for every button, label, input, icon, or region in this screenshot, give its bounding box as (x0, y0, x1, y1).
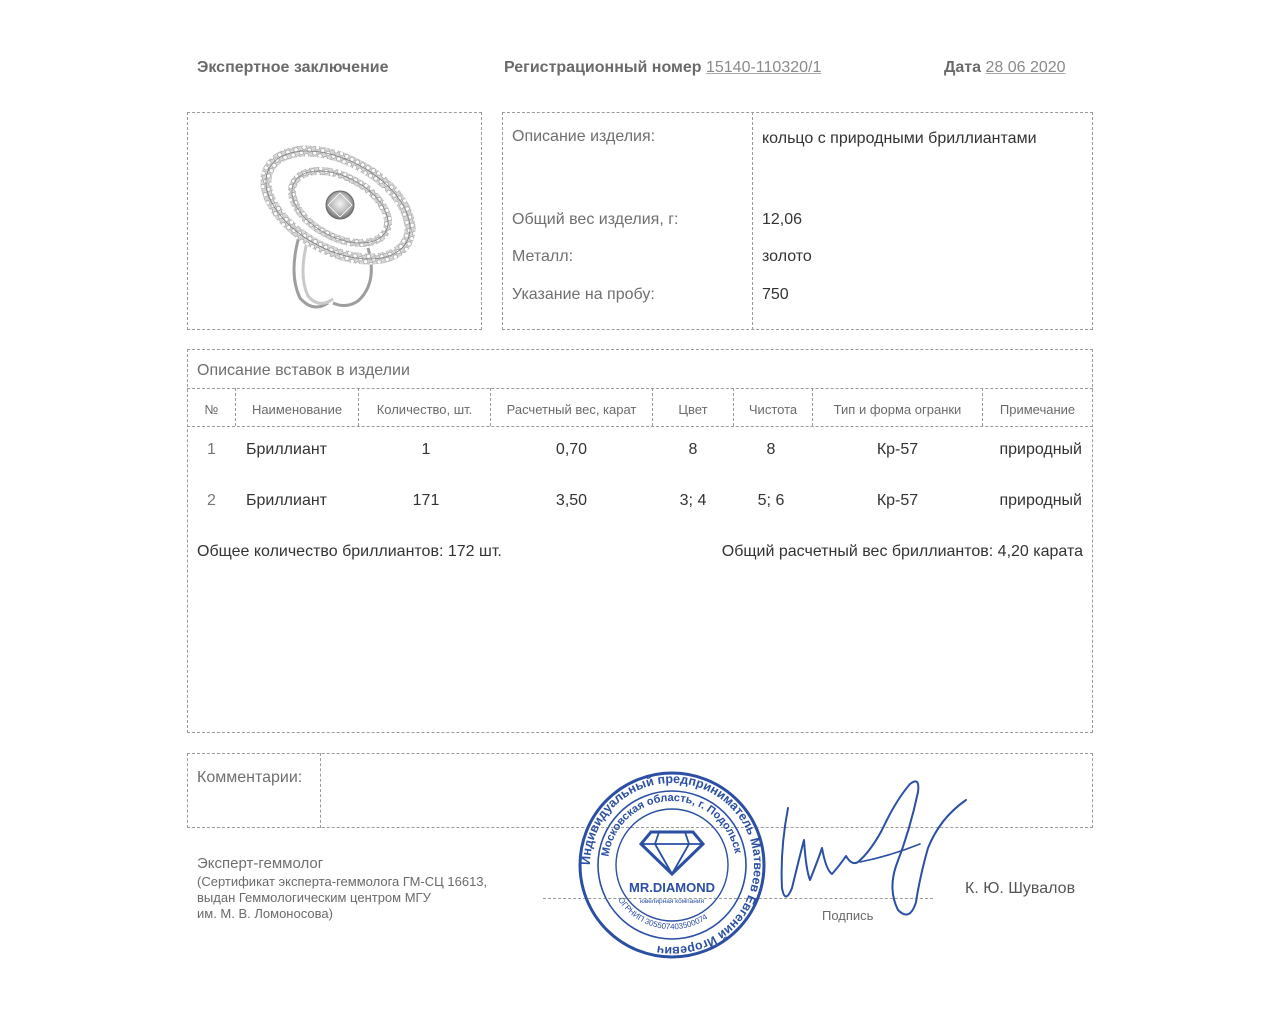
ring-image (188, 113, 481, 329)
cell-name: Бриллиант (246, 441, 328, 458)
cell-quantity: 171 (412, 492, 440, 509)
handwritten-signature (770, 770, 980, 925)
cell-quantity: 1 (421, 441, 431, 458)
expert-details (197, 874, 487, 922)
cell-cut: Кр-57 (876, 492, 919, 509)
expert-detail-line: им. М. В. Ломоносова) (197, 906, 333, 921)
cell-note: природный (999, 441, 1082, 458)
cell-color: 8 (688, 441, 698, 458)
inserts-header-divider (187, 426, 1093, 427)
stamp-inner-text: Московская область, г. Подольск (599, 791, 744, 858)
stamp-outer-text: Индивидуальный предприниматель Матвеев Евгений Игоревич (578, 771, 766, 959)
item-divider (752, 112, 753, 330)
expert-detail-line: (Сертификат эксперта-геммолога ГМ-СЦ 16613, (197, 874, 488, 889)
column-header-quantity: Количество, шт. (376, 402, 473, 417)
stamp-brand: MR.DIAMOND (629, 880, 715, 895)
item-description-value: кольцо с природными бриллиантами (762, 130, 1037, 147)
company-stamp (577, 770, 767, 960)
column-header-cut: Тип и форма огранки (833, 402, 962, 417)
cell-clarity: 8 (766, 441, 776, 458)
signature-label: Подпись (822, 908, 874, 923)
expert-detail-line: выдан Геммологическим центром МГУ (197, 890, 431, 905)
item-weight-label: Общий вес изделия, г: (512, 211, 679, 228)
item-description-label: Описание изделия: (512, 128, 656, 145)
diamond-icon (641, 832, 703, 874)
date-value: 28 06 2020 (985, 59, 1066, 76)
item-hallmark-value: 750 (762, 286, 789, 303)
cell-clarity: 5; 6 (757, 492, 785, 509)
document-date (944, 59, 1066, 77)
column-header-color: Цвет (678, 402, 708, 417)
cell-number: 1 (207, 441, 216, 458)
product-photo-frame (187, 112, 482, 330)
column-header-name: Наименование (251, 402, 343, 417)
cell-cut: Кр-57 (876, 441, 919, 458)
date-label: Дата (944, 59, 982, 76)
item-metal-value: золото (762, 248, 812, 265)
cell-weight: 3,50 (555, 492, 588, 509)
inserts-title: Описание вставок в изделии (197, 362, 410, 379)
registration-label: Регистрационный номер (504, 59, 702, 76)
cell-number: 2 (207, 492, 216, 509)
comments-divider (320, 753, 321, 828)
document-title: Экспертное заключение (197, 59, 389, 76)
item-weight-value: 12,06 (762, 211, 803, 228)
column-header-clarity: Чистота (748, 402, 798, 417)
column-header-weight: Расчетный вес, карат (506, 402, 637, 417)
comments-label: Комментарии: (197, 769, 303, 786)
total-count: Общее количество бриллиантов: 172 шт. (197, 543, 502, 560)
cell-note: природный (999, 492, 1082, 509)
column-header-note: Примечание (999, 402, 1076, 417)
inserts-title-divider (187, 388, 1093, 389)
item-hallmark-label: Указание на пробу: (512, 286, 655, 303)
stamp-ogrnip: ОГРНИП 305507403500074 (616, 895, 710, 932)
cell-weight: 0,70 (555, 441, 588, 458)
item-metal-label: Металл: (512, 248, 574, 265)
expert-name: К. Ю. Шувалов (965, 880, 1076, 897)
total-weight: Общий расчетный вес бриллиантов: 4,20 карата (721, 543, 1083, 560)
column-header-number: № (204, 402, 219, 417)
expert-title: Эксперт-геммолог (197, 855, 324, 872)
cell-name: Бриллиант (246, 492, 328, 509)
registration-value: 15140-110320/1 (705, 59, 822, 76)
registration-number (504, 59, 821, 77)
stamp-tagline: ювелирная компания (639, 898, 705, 905)
cell-color: 3; 4 (679, 492, 707, 509)
